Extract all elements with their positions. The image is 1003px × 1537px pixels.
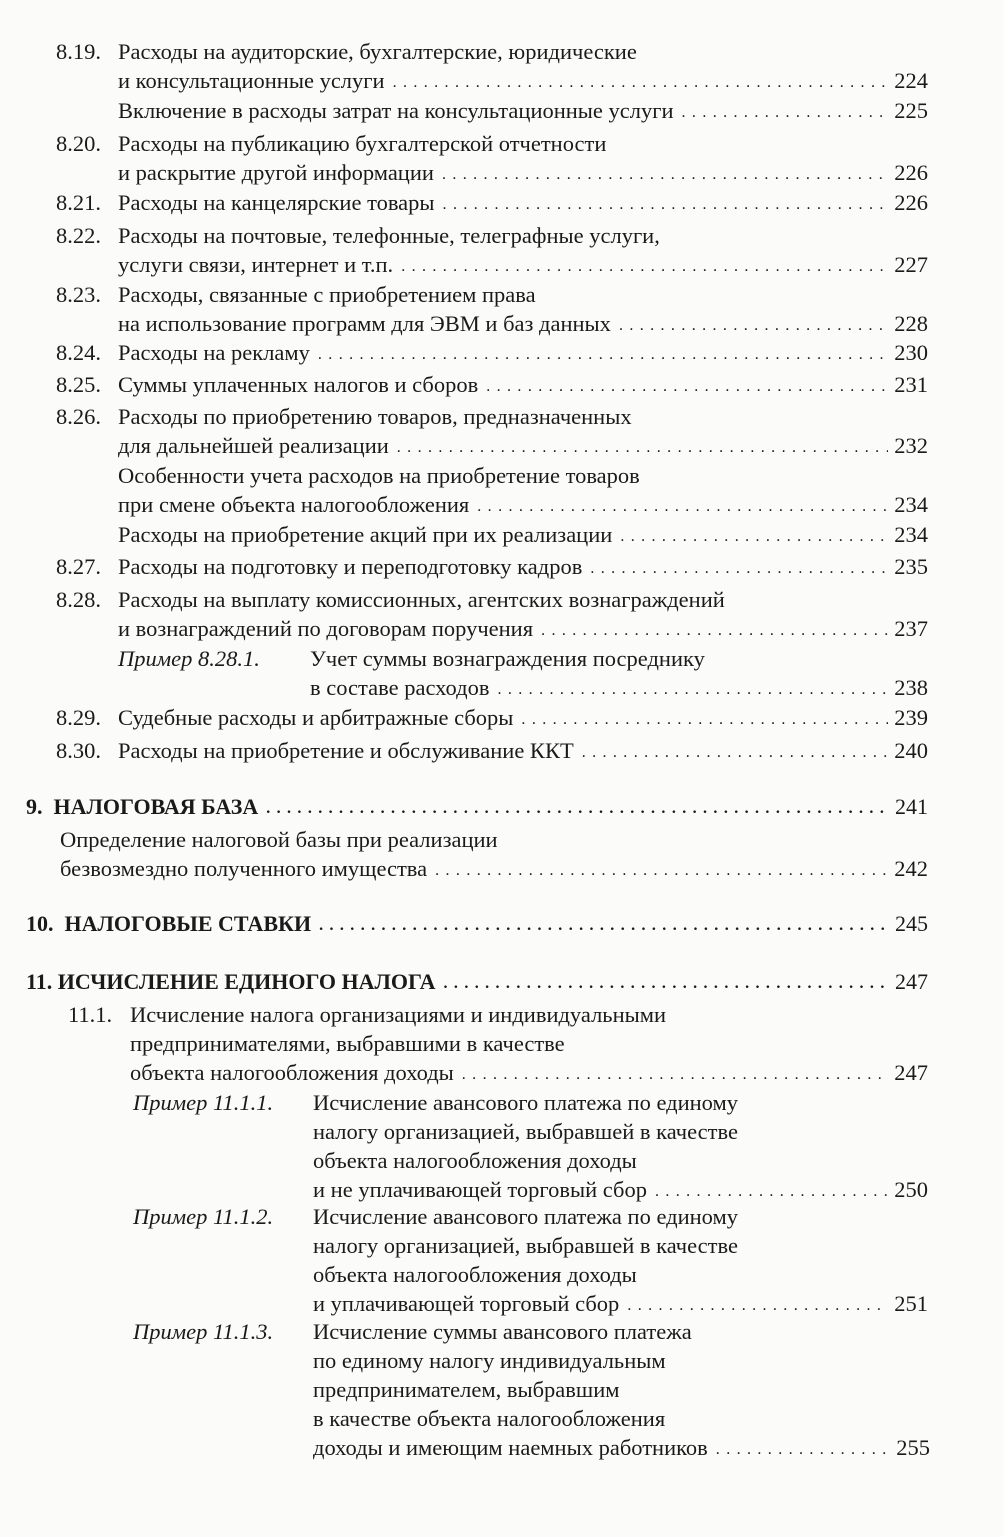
entry-title-line: и консультационные услуги	[118, 68, 385, 93]
entry-number: 8.29.	[56, 705, 101, 730]
toc-entry[interactable]	[118, 96, 928, 125]
leader-dots	[590, 557, 888, 581]
example-label: Пример 11.1.2.	[133, 1204, 274, 1229]
entry-title-line: Расходы на почтовые, телефонные, телеграфные услуги,	[118, 223, 660, 248]
toc-entry[interactable]	[56, 585, 928, 643]
toc-entry[interactable]	[56, 552, 928, 581]
chapter-title: НАЛОГОВАЯ БАЗА	[53, 794, 259, 819]
toc-entry[interactable]	[133, 1317, 930, 1462]
leader-dots	[716, 1438, 890, 1462]
page-number: 224	[894, 68, 928, 93]
leader-dots	[619, 314, 888, 338]
entry-title-line: и не уплачивающей торговый сбор	[313, 1177, 647, 1202]
page-number: 234	[894, 522, 928, 547]
entry-title-line: Судебные расходы и арбитражные сборы	[118, 705, 514, 730]
entry-title-line: в качестве объекта налогообложения	[313, 1406, 666, 1431]
page-number: 230	[894, 340, 928, 365]
leader-dots	[620, 525, 888, 549]
toc-chapter[interactable]	[26, 909, 928, 938]
example-label: Пример 11.1.1.	[133, 1090, 274, 1115]
entry-title-line: Расходы на аудиторские, бухгалтерские, юридические	[118, 39, 637, 64]
entry-number: 8.26.	[56, 404, 101, 429]
entry-title-line: Особенности учета расходов на приобретение товаров	[118, 463, 640, 488]
entry-title-line: Расходы на выплату комиссионных, агентских вознаграждений	[118, 587, 725, 612]
chapter-number: 10.	[26, 911, 54, 936]
page-number: 255	[896, 1435, 930, 1460]
toc-entry[interactable]	[133, 1088, 928, 1204]
entry-title-line: Исчисление налога организациями и индивидуальными	[130, 1002, 667, 1027]
page-number: 241	[895, 794, 928, 819]
entry-title-line: безвозмездно полученного имущества	[60, 856, 428, 881]
chapter-title: ИСЧИСЛЕНИЕ ЕДИНОГО НАЛОГА	[57, 969, 436, 994]
page-number: 227	[894, 252, 928, 277]
entry-title-line: Расходы на приобретение акций при их реализации	[118, 522, 613, 547]
page-number: 237	[894, 616, 928, 641]
entry-title-line: Расходы на публикацию бухгалтерской отчетности	[118, 131, 607, 156]
entry-title-line: и вознаграждений по договорам поручения	[118, 616, 534, 641]
chapter-number: 9.	[26, 794, 43, 819]
entry-title-line: Расходы на рекламу	[118, 340, 310, 365]
entry-title-line: Расходы по приобретению товаров, предназначенных	[118, 404, 632, 429]
toc-entry[interactable]	[56, 37, 928, 95]
toc-entry[interactable]	[60, 825, 928, 883]
entry-number: 8.25.	[56, 372, 101, 397]
entry-number: 8.23.	[56, 282, 101, 307]
page-number: 239	[894, 705, 928, 730]
entry-title-line: предпринимателем, выбравшим	[313, 1377, 620, 1402]
entry-title-line: Определение налоговой базы при реализации	[60, 827, 498, 852]
entry-number: 8.27.	[56, 554, 101, 579]
page-number: 251	[894, 1291, 928, 1316]
toc-entry[interactable]	[56, 736, 928, 765]
example-label: Пример 8.28.1.	[118, 646, 260, 671]
toc-entry[interactable]	[118, 461, 928, 519]
entry-title-line: в составе расходов	[310, 675, 490, 700]
entry-title-line: Расходы на подготовку и переподготовку кадров	[118, 554, 583, 579]
leader-dots	[582, 741, 889, 765]
page-number: 234	[894, 492, 928, 517]
toc-entry[interactable]	[133, 1202, 928, 1318]
page-number: 250	[894, 1177, 928, 1202]
toc-entry[interactable]	[56, 188, 928, 217]
page-number: 232	[894, 433, 928, 458]
entry-title-line: и раскрытие другой информации	[118, 160, 434, 185]
page-number: 242	[894, 856, 928, 881]
leader-dots	[497, 678, 888, 702]
leader-dots	[393, 71, 889, 95]
leader-dots	[477, 495, 888, 519]
entry-title-line: Исчисление суммы авансового платежа	[313, 1319, 692, 1344]
toc-entry[interactable]	[56, 370, 928, 399]
leader-dots	[397, 436, 888, 460]
entry-number: 11.1.	[68, 1002, 113, 1027]
leader-dots	[444, 972, 889, 996]
entry-number: 8.30.	[56, 738, 101, 763]
entry-title-line: на использование программ для ЭВМ и баз данных	[118, 311, 611, 336]
leader-dots	[521, 708, 888, 732]
entry-number: 8.24.	[56, 340, 101, 365]
entry-title-line: предпринимателями, выбравшими в качестве	[130, 1031, 565, 1056]
page-number: 240	[894, 738, 928, 763]
page-number: 226	[894, 190, 928, 215]
toc-entry[interactable]	[56, 703, 928, 732]
entry-number: 8.22.	[56, 223, 101, 248]
entry-title-line: налогу организацией, выбравшей в качестве	[313, 1233, 738, 1258]
entry-title-line: налогу организацией, выбравшей в качестве	[313, 1119, 738, 1144]
page-number: 247	[895, 969, 928, 994]
leader-dots	[486, 375, 888, 399]
entry-title-line: Расходы на приобретение и обслуживание ККТ	[118, 738, 574, 763]
toc-entry[interactable]	[56, 402, 928, 460]
entry-title-line: Включение в расходы затрат на консультационные услуги	[118, 98, 674, 123]
leader-dots	[627, 1294, 888, 1318]
page-number: 235	[894, 554, 928, 579]
toc-entry[interactable]	[56, 221, 928, 279]
entry-title-line: для дальнейшей реализации	[118, 433, 389, 458]
entry-title-line: Расходы, связанные с приобретением права	[118, 282, 536, 307]
entry-title-line: Исчисление авансового платежа по единому	[313, 1090, 738, 1115]
entry-title-line: Расходы на канцелярские товары	[118, 190, 435, 215]
entry-title-line: объекта налогообложения доходы	[313, 1148, 637, 1173]
leader-dots	[435, 859, 888, 883]
entry-title-line: доходы и имеющим наемных работников	[313, 1435, 708, 1460]
toc-chapter[interactable]	[26, 967, 928, 996]
page-number: 247	[894, 1060, 928, 1085]
entry-title-line: Учет суммы вознаграждения посреднику	[310, 646, 705, 671]
entry-title-line: объекта налогообложения доходы	[130, 1060, 454, 1085]
toc-entry[interactable]	[56, 129, 928, 187]
page-number: 231	[894, 372, 928, 397]
entry-title-line: Суммы уплаченных налогов и сборов	[118, 372, 479, 397]
leader-dots	[318, 343, 888, 367]
leader-dots	[443, 193, 889, 217]
chapter-number: 11.	[26, 969, 53, 994]
entry-title-line: при смене объекта налогообложения	[118, 492, 470, 517]
entry-number: 8.19.	[56, 39, 101, 64]
entry-title-line: объекта налогообложения доходы	[313, 1262, 637, 1287]
leader-dots	[266, 797, 889, 821]
leader-dots	[442, 163, 888, 187]
leader-dots	[541, 619, 888, 643]
entry-title-line: услуги связи, интернет и т.п.	[118, 252, 394, 277]
entry-number: 8.21.	[56, 190, 101, 215]
page-number: 238	[894, 675, 928, 700]
toc-entry[interactable]	[68, 1000, 928, 1087]
leader-dots	[401, 255, 888, 279]
entry-title-line: по единому налогу индивидуальным	[313, 1348, 666, 1373]
toc-entry[interactable]	[118, 644, 928, 702]
toc-chapter[interactable]	[26, 792, 928, 821]
entry-number: 8.20.	[56, 131, 101, 156]
toc-entry[interactable]	[56, 338, 928, 367]
page-number: 245	[895, 911, 928, 936]
example-label: Пример 11.1.3.	[133, 1319, 274, 1344]
toc-entry[interactable]	[118, 520, 928, 549]
entry-number: 8.28.	[56, 587, 101, 612]
leader-dots	[462, 1063, 888, 1087]
leader-dots	[655, 1180, 888, 1204]
toc-entry[interactable]	[56, 280, 928, 338]
page-number: 225	[894, 98, 928, 123]
leader-dots	[319, 914, 889, 938]
chapter-title: НАЛОГОВЫЕ СТАВКИ	[64, 911, 312, 936]
page-number: 226	[894, 160, 928, 185]
page-number: 228	[894, 311, 928, 336]
entry-title-line: Исчисление авансового платежа по единому	[313, 1204, 738, 1229]
leader-dots	[682, 101, 889, 125]
entry-title-line: и уплачивающей торговый сбор	[313, 1291, 620, 1316]
